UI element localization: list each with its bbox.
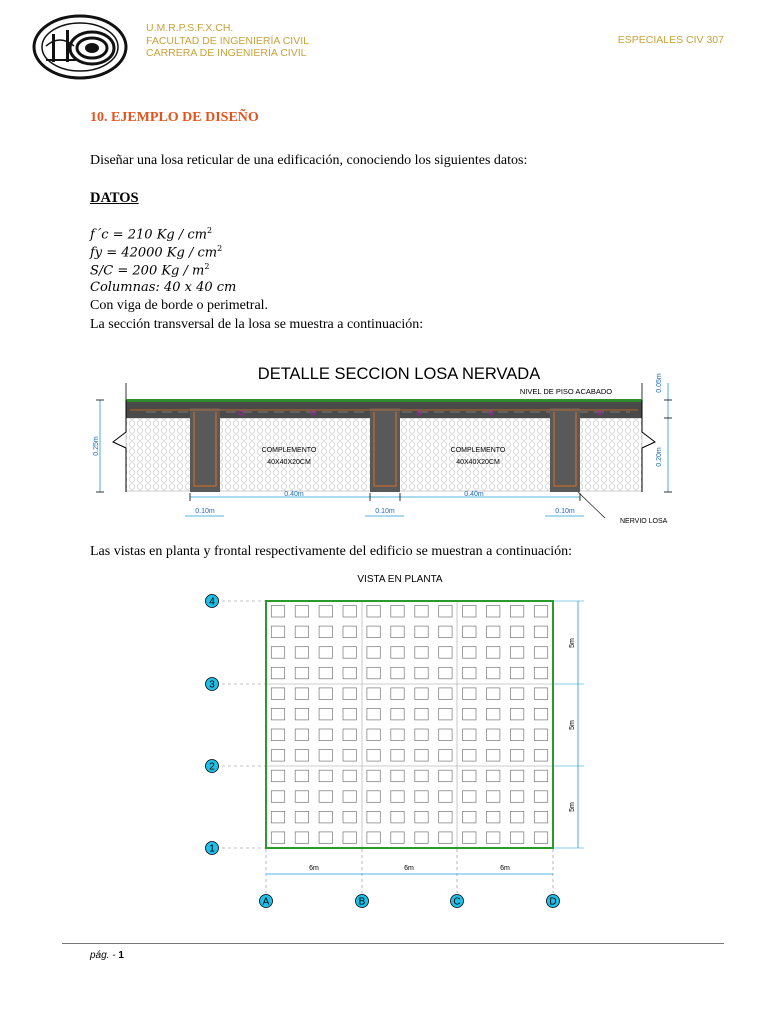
axis-bubble-a <box>260 895 273 908</box>
coffer-cell <box>439 832 452 844</box>
dim-total-height: 0.25m <box>93 436 100 456</box>
coffer-cell <box>295 811 308 823</box>
coffer-cell <box>271 667 284 679</box>
institution-line-2: FACULTAD DE INGENIERÍA CIVIL <box>146 34 309 47</box>
coffer-cell <box>463 647 476 659</box>
coffer-cell <box>463 811 476 823</box>
complement-label-1: COMPLEMENTO <box>261 447 317 454</box>
coffer-cell <box>295 626 308 638</box>
coffer-cell <box>367 832 380 844</box>
coffer-cell <box>415 647 428 659</box>
coffer-cell <box>319 770 332 782</box>
coffer-cell <box>510 811 523 823</box>
coffer-cell <box>391 606 404 618</box>
coffer-cell <box>487 729 500 741</box>
coffer-cell <box>367 791 380 803</box>
coffer-cell <box>271 770 284 782</box>
formula-fc-label: f´c <box>90 227 109 243</box>
col-dim-2: 6m <box>404 865 414 872</box>
coffer-cell <box>343 729 356 741</box>
coffer-cell <box>534 688 547 700</box>
formula-col-label: Columnas: <box>90 280 160 295</box>
coffer-cell <box>367 688 380 700</box>
coffer-cell <box>510 647 523 659</box>
coffer-cell <box>271 832 284 844</box>
coffer-cell <box>439 791 452 803</box>
coffer-cell <box>439 770 452 782</box>
coffer-cell <box>534 647 547 659</box>
coffer-cell <box>534 811 547 823</box>
coffer-cell <box>487 688 500 700</box>
coffer-cell <box>487 647 500 659</box>
coffer-cell <box>510 770 523 782</box>
row-dim-1: 5m <box>569 638 576 648</box>
svg-text:B: B <box>358 896 366 908</box>
coffer-cell <box>439 688 452 700</box>
dim-span-1: 0.40m <box>284 491 304 498</box>
coffer-cell <box>295 729 308 741</box>
coffer-cell <box>343 791 356 803</box>
coffer-cell <box>319 791 332 803</box>
institution-line-3: CARRERA DE INGENIERÍA CIVIL <box>146 47 307 59</box>
coffer-cell <box>343 708 356 720</box>
coffer-cell <box>463 708 476 720</box>
coffer-cell <box>534 708 547 720</box>
coffer-cell <box>487 811 500 823</box>
course-code: ESPECIALES CIV 307 <box>617 34 724 46</box>
coffer-cell <box>463 791 476 803</box>
coffer-cell <box>415 729 428 741</box>
coffer-cell <box>534 832 547 844</box>
coffer-cell <box>343 606 356 618</box>
coffer-cell <box>367 606 380 618</box>
coffer-cell <box>343 688 356 700</box>
complement-label-2: COMPLEMENTO <box>450 447 506 454</box>
coffer-cell <box>295 708 308 720</box>
coffer-cell <box>510 606 523 618</box>
coffer-cell <box>343 811 356 823</box>
row-dim-2: 5m <box>569 720 576 730</box>
coffer-cell <box>510 750 523 762</box>
axis-bubble-1 <box>206 842 219 855</box>
coffer-cell <box>391 688 404 700</box>
page-number: 1 <box>118 950 124 961</box>
coffer-cell <box>343 832 356 844</box>
coffer-cell <box>391 626 404 638</box>
coffer-cell <box>367 667 380 679</box>
coffer-cell <box>391 832 404 844</box>
coffer-cell <box>463 770 476 782</box>
coffer-cell <box>391 708 404 720</box>
coffer-cell <box>534 667 547 679</box>
col-dim-1: 6m <box>309 865 319 872</box>
dim-block-height: 0.20m <box>656 447 663 467</box>
coffer-cell <box>319 626 332 638</box>
coffer-cell <box>343 750 356 762</box>
coffer-cell <box>271 811 284 823</box>
coffer-cell <box>319 832 332 844</box>
coffer-cell <box>295 832 308 844</box>
axis-bubble-d <box>547 895 560 908</box>
svg-text:2: 2 <box>209 761 215 773</box>
coffer-cell <box>510 688 523 700</box>
coffer-cell <box>271 750 284 762</box>
coffer-cell <box>463 832 476 844</box>
coffer-cell <box>319 606 332 618</box>
coffer-cell <box>295 791 308 803</box>
coffer-cell <box>415 770 428 782</box>
coffer-cell <box>463 729 476 741</box>
plan-coffer-grid <box>271 606 547 844</box>
coffer-cell <box>271 606 284 618</box>
coffer-cell <box>487 750 500 762</box>
exponent: 2 <box>204 262 210 271</box>
coffer-cell <box>534 626 547 638</box>
section-drawing-title: DETALLE SECCION LOSA NERVADA <box>257 365 541 383</box>
coffer-cell <box>439 647 452 659</box>
complement-size-2: 40X40X20CM <box>456 459 500 466</box>
coffer-cell <box>487 626 500 638</box>
exponent: 2 <box>207 226 213 235</box>
coffer-cell <box>510 729 523 741</box>
coffer-cell <box>343 770 356 782</box>
coffer-cell <box>295 770 308 782</box>
coffer-cell <box>487 606 500 618</box>
coffer-cell <box>439 606 452 618</box>
formula-fc-value: = 210 Kg / cm <box>112 227 207 243</box>
coffer-cell <box>463 750 476 762</box>
dim-rib-1: 0.10m <box>195 508 215 515</box>
text-line-2: La sección transversal de la losa se muestra a continuación: <box>90 317 424 332</box>
coffer-cell <box>534 791 547 803</box>
row-dim-3: 5m <box>569 802 576 812</box>
coffer-cell <box>367 626 380 638</box>
coffer-cell <box>295 647 308 659</box>
axis-bubble-c <box>451 895 464 908</box>
coffer-cell <box>534 750 547 762</box>
coffer-cell <box>463 626 476 638</box>
svg-text:A: A <box>262 896 270 908</box>
coffer-cell <box>391 770 404 782</box>
plan-axes <box>222 600 553 893</box>
coffer-cell <box>463 606 476 618</box>
coffer-cell <box>295 750 308 762</box>
coffer-cell <box>415 811 428 823</box>
coffer-cell <box>271 647 284 659</box>
coffer-cell <box>487 791 500 803</box>
coffer-cell <box>319 647 332 659</box>
coffer-cell <box>439 811 452 823</box>
coffer-cell <box>415 750 428 762</box>
coffer-cell <box>367 750 380 762</box>
svg-text:1: 1 <box>209 843 215 855</box>
coffer-cell <box>295 688 308 700</box>
coffer-cell <box>367 770 380 782</box>
svg-text:3: 3 <box>209 679 215 691</box>
coffer-cell <box>319 811 332 823</box>
coffer-cell <box>487 832 500 844</box>
coffer-cell <box>391 811 404 823</box>
axis-bubble-2 <box>206 760 219 773</box>
coffer-cell <box>415 708 428 720</box>
coffer-cell <box>391 729 404 741</box>
footer-rule <box>62 943 724 944</box>
coffer-cell <box>439 667 452 679</box>
coffer-cell <box>534 606 547 618</box>
dim-slab-thickness: 0.05m <box>656 373 663 393</box>
plan-outline <box>266 601 553 848</box>
coffer-cell <box>391 750 404 762</box>
coffer-cell <box>487 770 500 782</box>
svg-text:C: C <box>453 896 461 908</box>
axis-bubble-3 <box>206 678 219 691</box>
coffer-cell <box>487 667 500 679</box>
formula-sc-value: = 200 Kg / m <box>117 263 205 279</box>
coffer-cell <box>271 708 284 720</box>
coffer-cell <box>319 729 332 741</box>
coffer-cell <box>343 626 356 638</box>
exponent: 2 <box>217 244 223 253</box>
coffer-cell <box>510 791 523 803</box>
coffer-cell <box>415 791 428 803</box>
coffer-cell <box>319 667 332 679</box>
text-line-1: Con viga de borde o perimetral. <box>90 298 269 313</box>
coffer-cell <box>391 667 404 679</box>
coffer-cell <box>271 688 284 700</box>
coffer-cell <box>295 667 308 679</box>
coffer-cell <box>271 791 284 803</box>
coffer-cell <box>391 791 404 803</box>
coffer-cell <box>367 811 380 823</box>
section-title: 10. EJEMPLO DE DISEÑO <box>90 110 259 125</box>
complement-size-1: 40X40X20CM <box>267 459 311 466</box>
formula-fy-label: fy <box>90 245 103 261</box>
axis-bubble-b <box>356 895 369 908</box>
svg-text:4: 4 <box>209 596 215 608</box>
coffer-cell <box>343 667 356 679</box>
coffer-cell <box>439 750 452 762</box>
dim-rib-3: 0.10m <box>555 508 575 515</box>
coffer-cell <box>415 626 428 638</box>
coffer-cell <box>271 626 284 638</box>
coffer-cell <box>367 708 380 720</box>
rib-label: NERVIO LOSA <box>620 518 668 525</box>
floor-level-label: NIVEL DE PISO ACABADO <box>519 387 613 396</box>
axis-bubble-4 <box>206 595 219 608</box>
coffer-cell <box>415 606 428 618</box>
formula-sc-label: S/C <box>90 263 114 279</box>
coffer-cell <box>295 606 308 618</box>
coffer-cell <box>439 729 452 741</box>
coffer-cell <box>534 770 547 782</box>
coffer-cell <box>343 647 356 659</box>
coffer-cell <box>510 832 523 844</box>
coffer-cell <box>487 708 500 720</box>
svg-text:D: D <box>549 896 557 908</box>
coffer-cell <box>439 708 452 720</box>
coffer-cell <box>319 750 332 762</box>
coffer-cell <box>415 667 428 679</box>
col-dim-3: 6m <box>500 865 510 872</box>
coffer-cell <box>271 729 284 741</box>
footer-label: pág. - <box>90 950 116 961</box>
coffer-cell <box>415 832 428 844</box>
plan-view-drawing <box>0 560 768 920</box>
dim-span-2: 0.40m <box>464 491 484 498</box>
formula-fy-value: = 42000 Kg / cm <box>106 245 218 261</box>
coffer-cell <box>319 688 332 700</box>
plan-title: VISTA EN PLANTA <box>357 574 443 585</box>
coffer-cell <box>367 729 380 741</box>
coffer-cell <box>439 626 452 638</box>
coffer-cell <box>319 708 332 720</box>
datos-heading: DATOS <box>90 190 139 206</box>
coffer-cell <box>510 626 523 638</box>
intro-text: Diseñar una losa reticular de una edificación, conociendo los siguientes datos: <box>90 153 528 168</box>
floor-finish-line <box>126 399 642 402</box>
coffer-cell <box>463 667 476 679</box>
coffer-cell <box>463 688 476 700</box>
dim-rib-2: 0.10m <box>375 508 395 515</box>
coffer-cell <box>367 647 380 659</box>
page-footer <box>90 950 124 961</box>
views-text: Las vistas en planta y frontal respectivamente del edificio se muestran a continuación: <box>90 544 573 559</box>
coffer-cell <box>510 667 523 679</box>
coffer-cell <box>391 647 404 659</box>
coffer-cell <box>534 729 547 741</box>
coffer-cell <box>510 708 523 720</box>
formula-col-value: 40 x 40 cm <box>163 280 237 295</box>
institution-line-1: U.M.R.P.S.F.X.CH. <box>146 22 234 34</box>
coffer-cell <box>415 688 428 700</box>
